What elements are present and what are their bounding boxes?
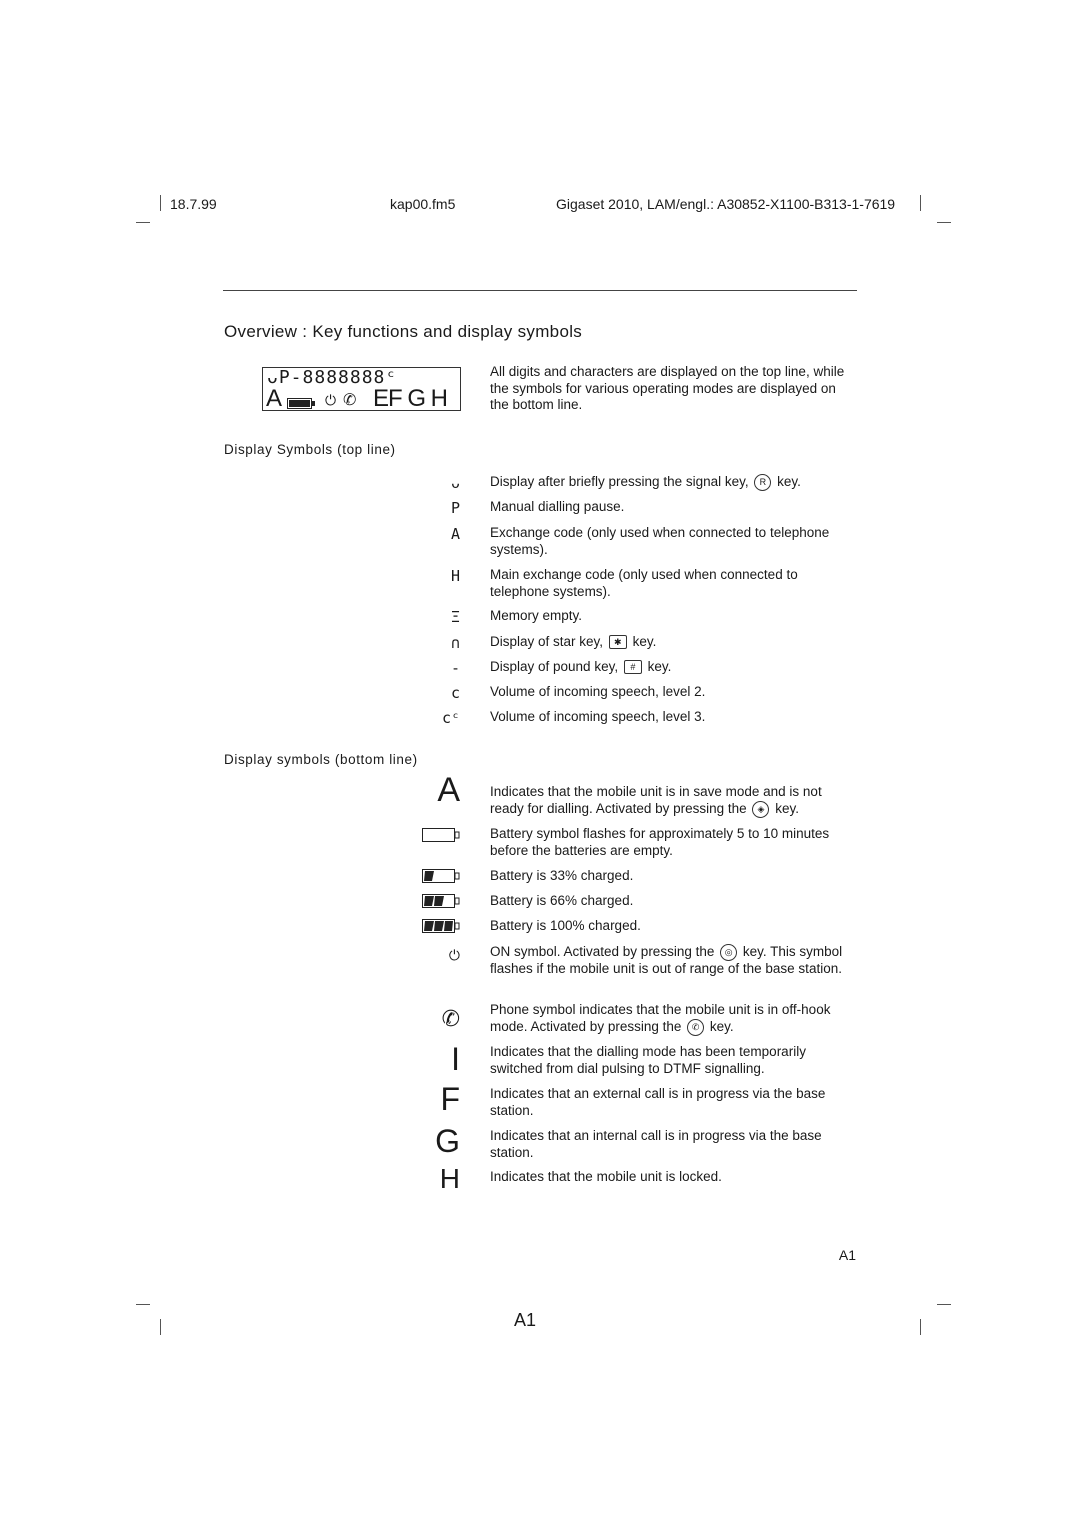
list-item: Indicates that the mobile unit is in save mode and is not ready for dialling. Activated by pressing the ◈ key.: [490, 784, 822, 816]
divider: [223, 290, 857, 291]
locked-symbol: H: [439, 1163, 460, 1194]
phone-key-icon: ✆: [687, 1019, 704, 1036]
list-item: Indicates that the mobile unit is locked.: [490, 1169, 722, 1184]
list-item: Display of star key, ✱ key.: [490, 634, 657, 649]
crop-mark: [160, 1319, 161, 1335]
dtmf-symbol: I: [451, 1041, 460, 1077]
crop-mark: [937, 222, 951, 223]
crop-mark: [136, 222, 150, 223]
battery-33-icon: [422, 869, 460, 883]
external-call-symbol: F: [440, 1081, 460, 1117]
list-item: Display of pound key, # key.: [490, 659, 672, 674]
r-key-icon: R: [754, 474, 771, 491]
list-item: Battery is 33% charged.: [490, 868, 634, 883]
volume-3-symbol: cᶜ: [441, 709, 460, 727]
list-item: Main exchange code (only used when connected to telephone systems).: [490, 567, 798, 599]
list-item: Volume of incoming speech, level 3.: [490, 709, 706, 724]
crop-mark: [937, 1304, 951, 1305]
crop-mark: [160, 195, 161, 211]
page-number: A1: [838, 1247, 856, 1263]
list-item: Exchange code (only used when connected to telephone systems).: [490, 525, 830, 557]
star-key-icon: ✱: [609, 635, 627, 649]
bottom-line-heading: Display symbols (bottom line): [224, 752, 418, 767]
battery-empty-icon: [422, 828, 460, 842]
header-doc: Gigaset 2010, LAM/engl.: A30852-X1100-B313-1-7619: [556, 196, 896, 212]
exchange-symbol: A: [450, 525, 460, 543]
list-item: Phone symbol indicates that the mobile unit is in off-hook mode. Activated by pressing the ✆ key.: [490, 1002, 831, 1034]
crop-mark: [136, 1304, 150, 1305]
lcd-description: All digits and characters are displayed on the top line, while the symbols for various operating modes are displayed on the bottom line.: [490, 364, 845, 412]
footer-page-number: A1: [514, 1310, 537, 1330]
main-exchange-symbol: H: [450, 567, 460, 585]
lcd-display: [262, 367, 461, 411]
volume-2-symbol: c: [450, 684, 460, 702]
lcd-top-line: ᴗP-8888888ᶜ: [267, 367, 398, 388]
pause-symbol: P: [450, 499, 460, 517]
signal-symbol: ᴗ: [450, 474, 460, 492]
lcd-top-text: P-8888888: [278, 367, 386, 388]
internal-call-symbol: G: [435, 1123, 460, 1159]
lcd-bottom-right: EF G H: [373, 385, 448, 412]
list-item: ON symbol. Activated by pressing the ◎ key. This symbol flashes if the mobile unit is out of range of the base station.: [490, 944, 843, 976]
list-item: Memory empty.: [490, 608, 583, 623]
header-date: 18.7.99: [170, 196, 217, 212]
list-item: Indicates that the dialling mode has been temporarily switched from dial pulsing to DTMF signalling.: [490, 1044, 806, 1076]
memory-empty-symbol: Ξ: [450, 608, 460, 626]
battery-icon: [287, 398, 317, 409]
list-item: Volume of incoming speech, level 2.: [490, 684, 706, 699]
list-item: Battery symbol flashes for approximately 5 to 10 minutes before the batteries are empty.: [490, 826, 830, 858]
save-mode-symbol: A: [437, 771, 460, 809]
star-symbol: ∩: [450, 634, 460, 652]
lcd-bottom-left: A: [266, 385, 283, 412]
list-item: Battery is 66% charged.: [490, 893, 634, 908]
top-line-heading: Display Symbols (top line): [224, 442, 396, 457]
save-key-icon: ◈: [752, 801, 769, 818]
phone-symbol-icon: ✆: [441, 1006, 460, 1031]
crop-mark: [920, 1319, 921, 1335]
phone-icon: ✆: [343, 392, 357, 409]
list-item: Display after briefly pressing the signal key, R key.: [490, 474, 801, 490]
header-file: kap00.fm5: [390, 196, 456, 212]
list-item: Battery is 100% charged.: [490, 918, 641, 933]
on-icon: ⏻: [325, 392, 337, 408]
on-symbol-icon: ⏻: [448, 947, 460, 963]
on-key-icon: ◎: [720, 944, 737, 961]
list-item: Indicates that an external call is in progress via the base station.: [490, 1086, 826, 1118]
pound-symbol: -: [450, 659, 460, 677]
list-item: Indicates that an internal call is in progress via the base station.: [490, 1128, 822, 1160]
page-title: Overview : Key functions and display symbols: [224, 322, 583, 341]
list-item: Manual dialling pause.: [490, 499, 625, 514]
battery-100-icon: [422, 919, 460, 933]
battery-66-icon: [422, 894, 460, 908]
crop-mark: [920, 195, 921, 211]
pound-key-icon: #: [624, 660, 642, 674]
